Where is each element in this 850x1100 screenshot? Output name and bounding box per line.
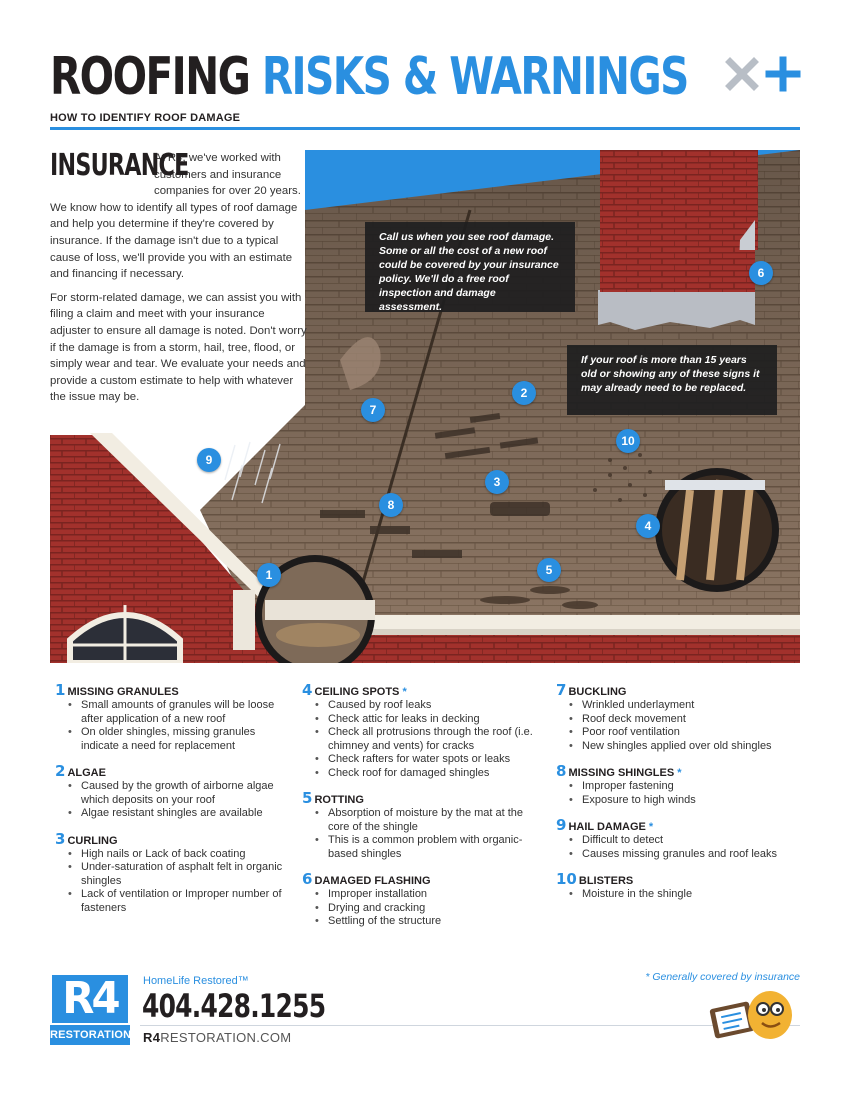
item-number: 1 [55, 681, 66, 699]
call-us-callout: Call us when you see roof damage. Some or all the cost of a new roof could be covered by your insurance policy. We'll do a free roof inspection and damage assessment. [365, 222, 575, 312]
item-bullet: • Caused by the growth of airborne algae which deposits on your roof [68, 780, 295, 807]
item-algae [55, 764, 295, 821]
item-bullet: • Improper fastening [569, 780, 796, 794]
item-title: HAIL DAMAGE [568, 821, 646, 833]
insurance-note: * Generally covered by insurance [645, 971, 800, 983]
title-dark: ROOFING [50, 47, 250, 107]
logo-mark: R4 [52, 975, 128, 1023]
item-title: DAMAGED FLASHING [314, 875, 431, 887]
item-hail-damage [556, 818, 796, 861]
item-number: 5 [302, 789, 313, 807]
item-buckling [556, 683, 796, 753]
item-bullet: • Check roof for damaged shingles [315, 767, 542, 781]
item-number: 4 [302, 681, 313, 699]
website-link[interactable] [143, 1030, 291, 1045]
item-bullet: • Improper installation [315, 888, 542, 902]
item-bullet: • Under-saturation of asphalt felt in organic shingles [68, 861, 295, 888]
item-bullet: • Poor roof ventilation [569, 726, 796, 740]
marker-9: 9 [197, 448, 221, 472]
header-divider [50, 127, 800, 130]
item-title: CEILING SPOTS [314, 686, 400, 698]
insurance-paragraph-2: For storm-related damage, we can assist you with filing a claim and meet with your insurance adjuster to ensure all damage is noted. Don't worry if the damage is from a storm, hail, tree, flood, or simply wear and tear. We evaluate your needs and provide a custom estimate to help with whatever the issue may be. [50, 291, 307, 404]
marker-8: 8 [379, 493, 403, 517]
item-bullet: • Small amounts of granules will be loose after application of a new roof [68, 699, 295, 726]
damage-column-2 [302, 683, 542, 940]
item-number: 10 [556, 870, 577, 888]
footer-divider [140, 1025, 800, 1026]
r4-logo [50, 975, 130, 1045]
item-bullet: • New shingles applied over old shingles [569, 740, 796, 754]
item-title: BUCKLING [568, 686, 627, 698]
item-bullet: • Causes missing granules and roof leaks [569, 848, 796, 862]
marker-10: 10 [616, 429, 640, 453]
item-bullet: • Check rafters for water spots or leaks [315, 753, 542, 767]
item-title: BLISTERS [578, 875, 634, 887]
website-rest: RESTORATION.COM [160, 1030, 292, 1045]
tagline: HomeLife Restored™ [143, 975, 249, 987]
item-bullet: • Lack of ventilation or Improper number of fasteners [68, 888, 295, 915]
title-blue: RISKS & WARNINGS [261, 47, 688, 107]
item-ceiling-spots [302, 683, 542, 780]
item-bullet: • Absorption of moisture by the mat at the core of the shingle [315, 807, 542, 834]
marker-3: 3 [485, 470, 509, 494]
page-title [50, 48, 688, 106]
item-bullet: • Check all protrusions through the roof (i.e. chimney and vents) for cracks [315, 726, 542, 753]
damage-column-3 [556, 683, 796, 913]
item-title: ROTTING [314, 794, 364, 806]
item-bullet: • Roof deck movement [569, 713, 796, 727]
item-blisters [556, 872, 796, 902]
marker-6: 6 [749, 261, 773, 285]
item-bullet: • Exposure to high winds [569, 794, 796, 808]
insurance-star: * [677, 767, 682, 779]
item-title: CURLING [67, 834, 118, 847]
item-bullet: • Moisture in the shingle [569, 888, 796, 902]
mascot-clipboard-icon [708, 983, 800, 1045]
item-title: MISSING GRANULES [67, 686, 179, 698]
insurance-star: * [648, 821, 654, 833]
item-bullet: • High nails or Lack of back coating [68, 848, 295, 862]
marker-1: 1 [257, 563, 281, 587]
item-missing-shingles [556, 764, 796, 807]
roof-age-callout: If your roof is more than 15 years old or showing any of these signs it may already need to be replaced. [567, 345, 777, 415]
x-plus-icon [725, 54, 805, 94]
insurance-paragraph-1: At R4, we've worked with customers and insurance companies for over 20 years. We know how to identify all types of roof damage and help you determine if they're covered by insurance. If the damage isn't due to a typical cause of loss, we'll provide you with an estimate and financing if necessary. [50, 152, 301, 281]
item-number: 7 [556, 681, 567, 699]
phone-number[interactable]: 404.428.1255 [142, 987, 326, 1025]
insurance-star: * [402, 686, 407, 698]
marker-7: 7 [361, 398, 385, 422]
item-damaged-flashing [302, 872, 542, 929]
item-bullet: • On older shingles, missing granules indicate a need for replacement [68, 726, 295, 753]
item-bullet: • Algae resistant shingles are available [68, 807, 295, 821]
item-bullet: • Drying and cracking [315, 902, 542, 916]
item-bullet: • Difficult to detect [569, 834, 796, 848]
insurance-heading: INSURANCE [50, 148, 189, 183]
item-number: 9 [556, 816, 567, 834]
item-curling [55, 829, 295, 916]
item-bullet: • Caused by roof leaks [315, 699, 542, 713]
item-number: 3 [55, 829, 66, 848]
item-bullet: • Settling of the structure [315, 915, 542, 929]
item-number: 6 [302, 870, 313, 888]
item-number: 2 [55, 762, 66, 780]
item-missing-granules [55, 683, 295, 753]
item-bullet: • This is a common problem with organic-based shingles [315, 834, 542, 861]
item-bullet: • Check attic for leaks in decking [315, 713, 542, 727]
item-bullet: • Wrinkled underlayment [569, 699, 796, 713]
marker-5: 5 [537, 558, 561, 582]
item-rotting [302, 791, 542, 861]
item-title: ALGAE [67, 767, 106, 779]
marker-4: 4 [636, 514, 660, 538]
marker-2: 2 [512, 381, 536, 405]
item-title: MISSING SHINGLES [568, 767, 675, 779]
website-bold: R4 [143, 1030, 161, 1045]
page-subtitle: HOW TO IDENTIFY ROOF DAMAGE [50, 112, 241, 124]
logo-wordmark: RESTORATION [50, 1025, 130, 1045]
insurance-section [50, 150, 308, 413]
item-number: 8 [556, 762, 567, 780]
damage-column-1 [55, 683, 295, 926]
